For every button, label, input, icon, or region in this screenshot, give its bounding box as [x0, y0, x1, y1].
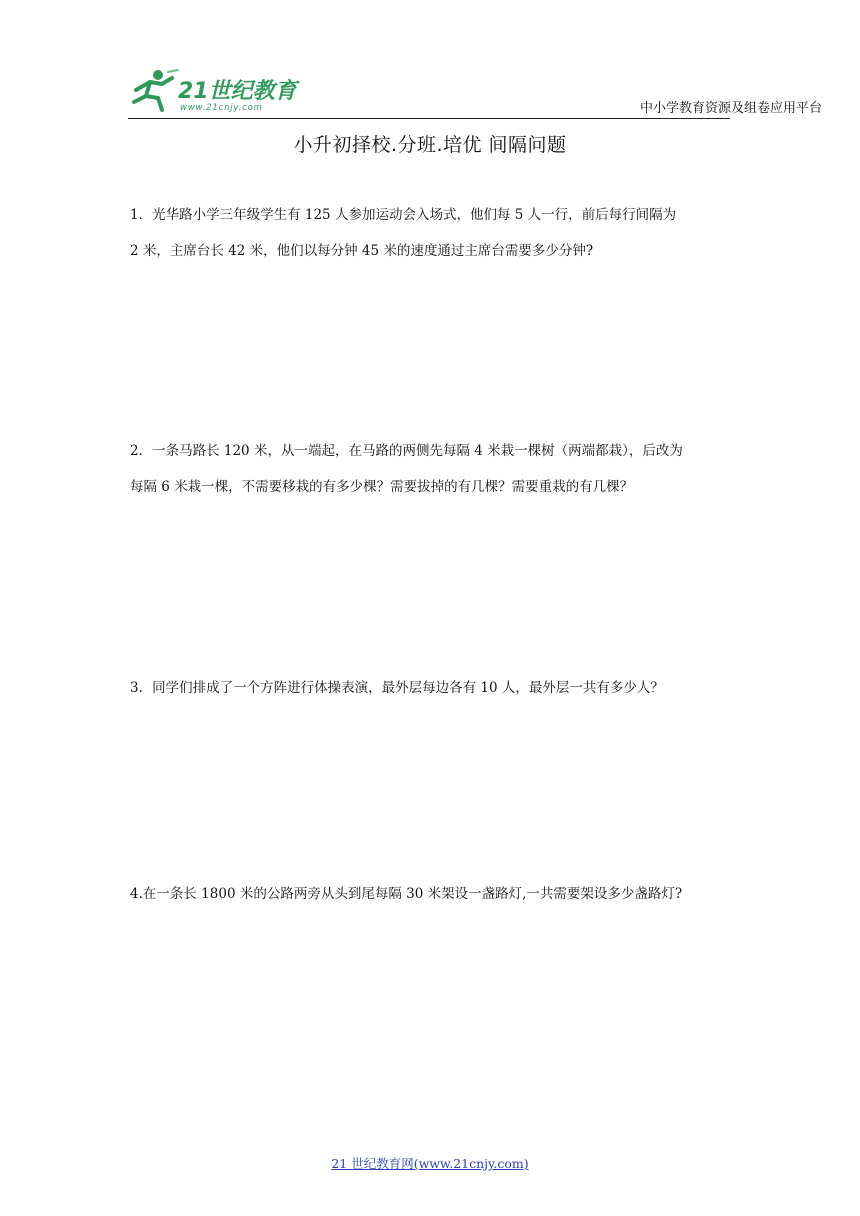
page-header: [0, 0, 860, 130]
question-1-line-1: 1．光华路小学三年级学生有 125 人参加运动会入场式，他们每 5 人一行，前后每行间隔为: [130, 207, 677, 223]
question-1: [130, 197, 740, 269]
question-4: [130, 876, 740, 912]
document-title: 小升初择校.分班.培优 间隔问题: [293, 134, 567, 156]
platform-name: 中小学教育资源及组卷应用平台: [639, 101, 822, 116]
question-1-line-2: 2 米，主席台长 42 米，他们以每分钟 45 米的速度通过主席台需要多少分钟?: [130, 243, 594, 259]
question-2-line-2: 每隔 6 米栽一棵，不需要移栽的有多少棵？需要拔掉的有几棵？需要重栽的有几棵？: [130, 479, 634, 495]
question-3-line-1: 3．同学们排成了一个方阵进行体操表演，最外层每边各有 10 人，最外层一共有多少人？: [130, 680, 664, 696]
question-3: [130, 670, 740, 706]
header-divider: [128, 118, 730, 119]
logo-url-text: www.21cnjy.com: [180, 103, 263, 113]
question-2: [130, 433, 740, 505]
site-logo[interactable]: [128, 66, 308, 116]
logo-text: 21世纪教育: [178, 79, 297, 104]
page-footer: [0, 1154, 860, 1172]
runner-logo-icon: [128, 66, 308, 116]
footer-site-link[interactable]: 21 世纪教育网(www.21cnjy.com): [331, 1156, 529, 1171]
question-4-line-1: 4.在一条长 1800 米的公路两旁从头到尾每隔 30 米架设一盏路灯,一共需要架设多少盏路灯?: [130, 886, 683, 902]
question-2-line-1: 2．一条马路长 120 米，从一端起，在马路的两侧先每隔 4 米栽一棵树（两端都栽），后改为: [130, 443, 683, 459]
